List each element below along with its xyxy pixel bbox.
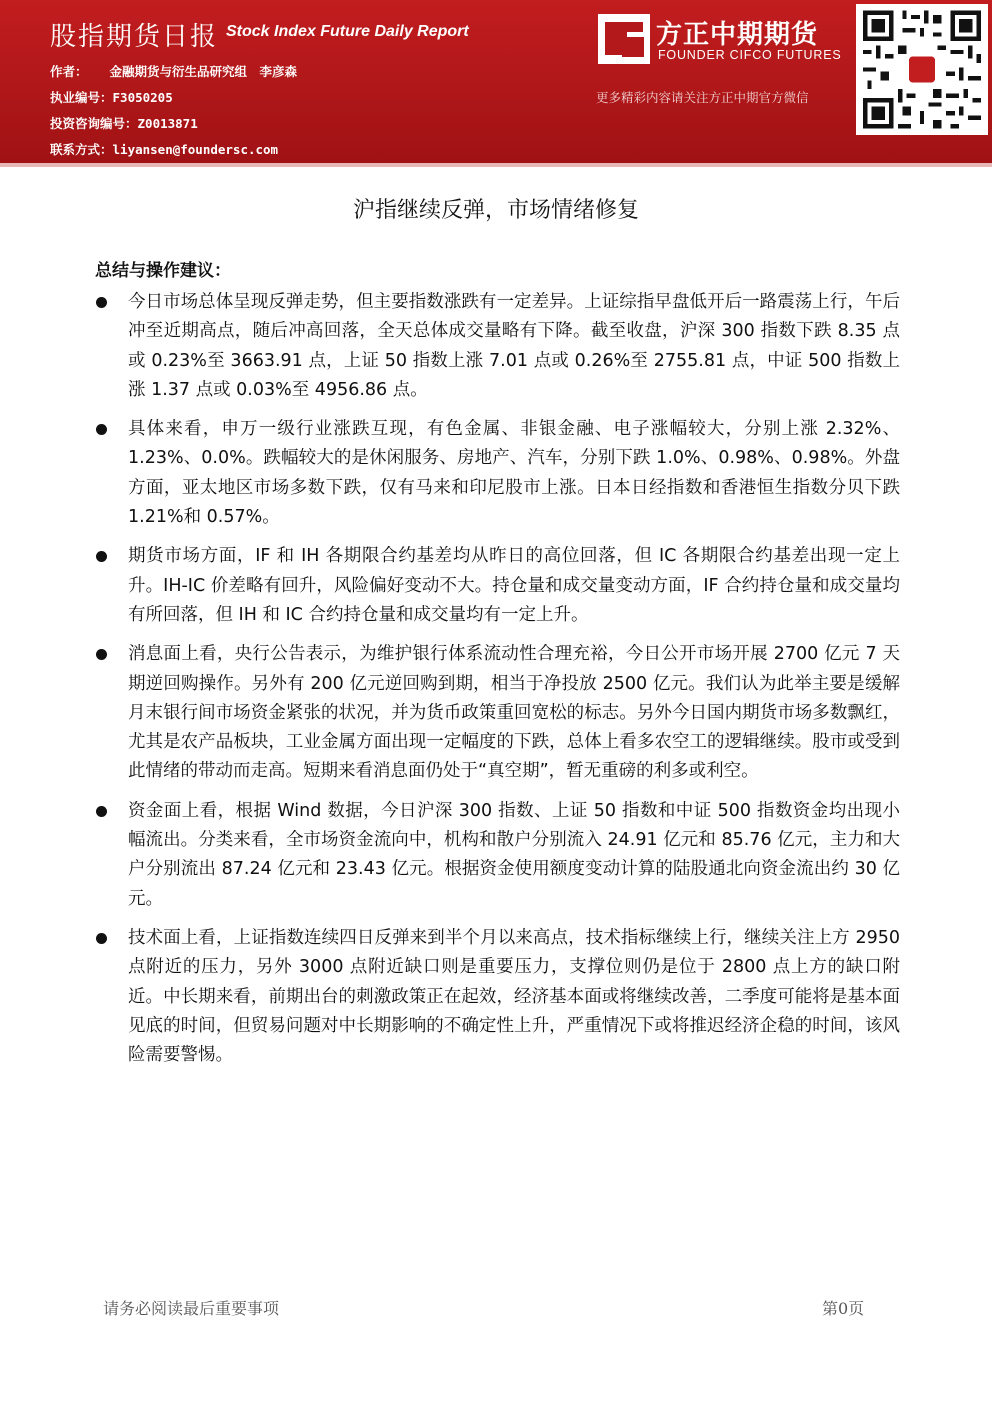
bullet-dot-icon [96, 806, 107, 817]
contact-label: 联系方式： [50, 142, 113, 157]
qr-code-icon[interactable] [856, 4, 988, 135]
bullet-dot-icon [96, 424, 107, 435]
contact-email[interactable]: liyansen@foundersc.com [112, 142, 279, 157]
consult-line [50, 114, 198, 132]
section-heading: 总结与操作建议： [95, 261, 231, 281]
author-value: 金融期货与衍生品研究组 李彦森 [109, 64, 298, 79]
consult-label: 投资咨询编号： [50, 116, 138, 131]
logo-name-cn: 方正中期期货 [656, 20, 819, 50]
bullet-text: 期货市场方面，IF 和 IH 各期限合约基差均从昨日的高位回落，但 IC 各期限合约基差出现一定上升。IH-IC 价差略有回升，风险偏好变动不大。持仓量和成交量变动方面，IF 合约持仓量和成交量均有所回落，但 IH 和 IC 合约持仓量和成交量均有一定上升。 [128, 546, 900, 625]
bullet-item [92, 797, 900, 914]
bullet-item [92, 542, 900, 630]
bullet-dot-icon [96, 551, 107, 562]
bullet-dot-icon [96, 933, 107, 944]
header-divider [0, 163, 992, 167]
bullet-dot-icon [96, 297, 107, 308]
footer-disclaimer-note: 请务必阅读最后重要事项 [103, 1299, 280, 1318]
document-title: 沪指继续反弹，市场情绪修复 [352, 198, 639, 223]
license-line [50, 88, 173, 106]
license-value: F3050205 [112, 90, 173, 105]
license-label: 执业编号： [50, 90, 113, 105]
contact-line [50, 140, 278, 158]
bullet-dot-icon [96, 649, 107, 660]
footer-page-number: 第0页 [822, 1299, 865, 1318]
report-title-cn: 股指期货日报 [50, 22, 219, 52]
author-line [50, 62, 297, 80]
bullet-text: 具体来看，申万一级行业涨跌互现，有色金属、非银金融、电子涨幅较大，分别上涨 2.32%、1.23%、0.0%。跌幅较大的是休闲服务、房地产、汽车，分别下跌 1.0%、0.98%、0.98%。外盘方面，亚太地区市场多数下跌，仅有马来和印尼股市上涨。日本日经指数和香港恒生指数分贝下跌 1.21%和 0.57%。 [128, 419, 900, 528]
author-label: 作者： [50, 64, 88, 79]
company-logo [598, 10, 854, 70]
bullet-text: 资金面上看，根据 Wind 数据，今日沪深 300 指数、上证 50 指数和中证 500 指数资金均出现小幅流出。分类来看，全市场资金流向中，机构和散户分别流入 24.91 亿元和 85.76 亿元，主力和大户分别流出 87.24 亿元和 23.43 亿元。根据资金使用额度变动计算的陆股通北向资金流出约 30 亿元。 [128, 800, 900, 909]
bullet-text: 消息面上看，央行公告表示，为维护银行体系流动性合理充裕，今日公开市场开展 2700 亿元 7 天期逆回购操作。另外有 200 亿元逆回购到期，相当于净投放 2500 亿元。我们认为此举主要是缓解月末银行间市场资金紧张的状况，并为货币政策重回宽松的标志。另外今日国内期货市场多数飘红，尤其是农产品板块，工业金属方面出现一定幅度的下跌，总体上看多农空工的逻辑继续。股市或受到此情绪的带动而走高。短期来看消息面仍处于“真空期”，暂无重磅的利多或利空。 [128, 644, 900, 782]
follow-wechat-text: 更多精彩内容请关注方正中期官方微信 [596, 90, 809, 105]
consult-value: Z0013871 [137, 116, 198, 131]
summary-bullet-list [92, 288, 900, 1080]
report-header [0, 0, 992, 163]
bullet-item [92, 640, 900, 786]
logo-name-en: FOUNDER CIFCO FUTURES [658, 48, 842, 62]
bullet-item [92, 924, 900, 1070]
bullet-text: 今日市场总体呈现反弹走势，但主要指数涨跌有一定差异。上证综指早盘低开后一路震荡上行，午后冲至近期高点，随后冲高回落，全天总体成交量略有下降。截至收盘，沪深 300 指数下跌 8.35 点或 0.23%至 3663.91 点，上证 50 指数上涨 7.01 点或 0.26%至 2755.81 点，中证 500 指数上涨 1.37 点或 0.03%至 4956.86 点。 [128, 292, 900, 400]
report-title-en: Stock Index Future Daily Report [226, 23, 469, 40]
bullet-text: 技术面上看，上证指数连续四日反弹来到半个月以来高点，技术指标继续上行，继续关注上方 2950 点附近的压力，另外 3000 点附近缺口则是重要压力，支撑位则仍是位于 2800 点上方的缺口附近。中长期来看，前期出台的刺激政策正在起效，经济基本面或将继续改善，二季度可能将是基本面见底的时间，但贸易问题对中长期影响的不确定性上升，严重情况下或将推迟经济企稳的时间，该风险需要警惕。 [128, 927, 900, 1066]
bullet-item [92, 415, 900, 532]
bullet-item [92, 288, 900, 405]
logo-mark-icon [598, 14, 650, 64]
